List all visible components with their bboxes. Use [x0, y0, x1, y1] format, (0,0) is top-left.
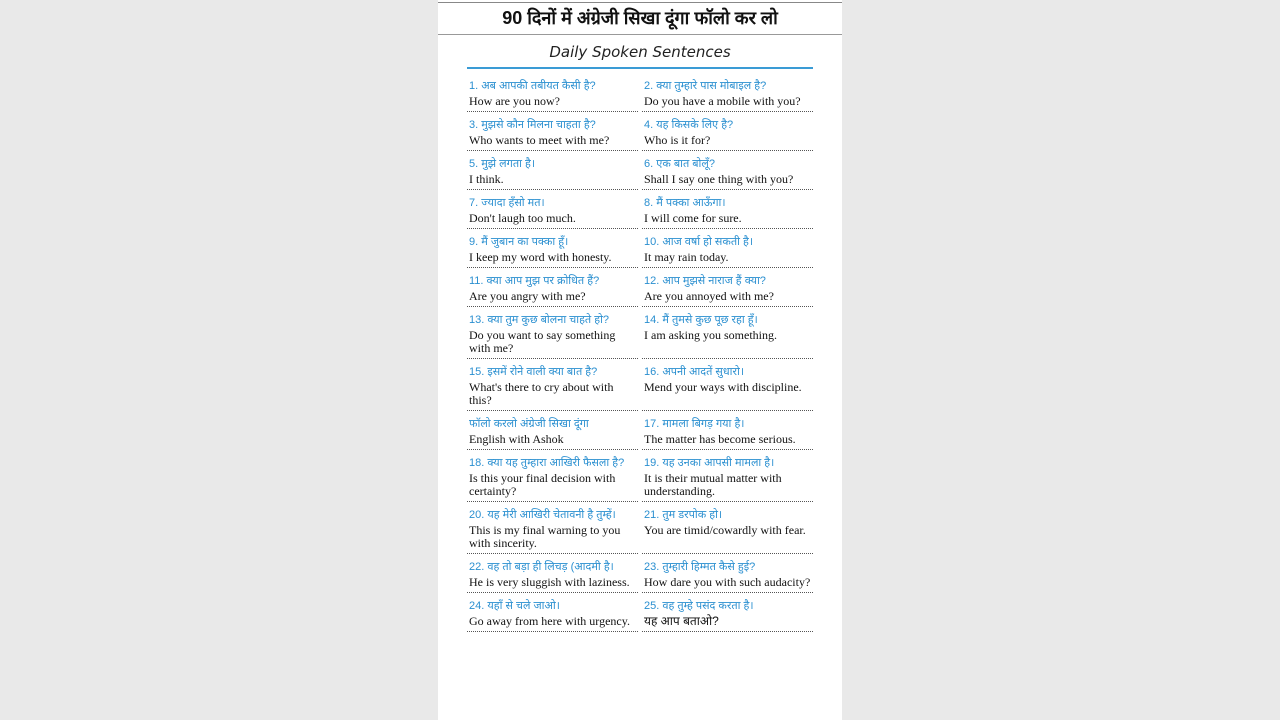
hindi-sentence: 7. ज्यादा हँसो मत।	[469, 197, 545, 209]
hindi-sentence: 17. मामला बिगड़ गया है।	[644, 418, 745, 430]
english-translation: Shall I say one thing with you?	[644, 172, 794, 186]
hindi-sentence: 3. मुझसे कौन मिलना चाहता है?	[469, 119, 596, 131]
sentence-item	[642, 190, 813, 229]
sentence-item	[467, 593, 638, 632]
sentence-item	[642, 593, 813, 632]
sentence-item	[467, 190, 638, 229]
english-translation: Who is it for?	[644, 133, 711, 147]
english-translation: He is very sluggish with laziness.	[469, 575, 630, 589]
english-translation: Is this your final decision with certainty?	[469, 471, 616, 498]
sentence-item	[467, 502, 638, 554]
english-translation: I think.	[469, 172, 504, 186]
english-translation: I will come for sure.	[644, 211, 742, 225]
hindi-sentence: 21. तुम डरपोक हो।	[644, 509, 723, 521]
hindi-sentence: 2. क्या तुम्हारे पास मोबाइल है?	[644, 80, 767, 92]
sentence-item	[467, 307, 638, 359]
hindi-sentence: 14. मैं तुमसे कुछ पूछ रहा हूँ।	[644, 314, 758, 326]
english-translation: It may rain today.	[644, 250, 729, 264]
hindi-sentence: 20. यह मेरी आखिरी चेतावनी है तुम्हें।	[469, 509, 616, 521]
english-translation: यह आप बताओ?	[644, 614, 719, 628]
hindi-sentence: फॉलो करलो अंग्रेजी सिखा दूंगा	[469, 418, 589, 430]
sentence-item	[642, 359, 813, 411]
hindi-sentence: 9. मैं जुबान का पक्का हूँ।	[469, 236, 569, 248]
hindi-sentence: 15. इसमें रोने वाली क्या बात है?	[469, 366, 598, 378]
sentence-item	[467, 73, 638, 112]
english-translation: How are you now?	[469, 94, 560, 108]
hindi-sentence: 4. यह किसके लिए है?	[644, 119, 734, 131]
hindi-sentence: 18. क्या यह तुम्हारा आखिरी फैसला है?	[469, 457, 625, 469]
english-translation: Do you want to say something with me?	[469, 328, 616, 355]
english-translation: How dare you with such audacity?	[644, 575, 811, 589]
video-frame	[438, 0, 842, 720]
english-translation: Are you annoyed with me?	[644, 289, 774, 303]
page-title: 90 दिनों में अंग्रेजी सिखा दूंगा फॉलो कर लो	[438, 6, 842, 35]
english-translation: English with Ashok	[469, 432, 564, 446]
hindi-sentence: 10. आज वर्षा हो सकती है।	[644, 236, 754, 248]
hindi-sentence: 1. अब आपकी तबीयत कैसी है?	[469, 80, 596, 92]
sentence-item	[467, 112, 638, 151]
english-translation: Are you angry with me?	[469, 289, 586, 303]
accent-divider	[467, 67, 813, 69]
sentence-item	[467, 411, 638, 450]
hindi-sentence: 25. वह तुम्हे पसंद करता है।	[644, 600, 754, 612]
sentence-item	[642, 307, 813, 359]
hindi-sentence: 23. तुम्हारी हिम्मत कैसे हुई?	[644, 561, 756, 573]
sentence-item	[642, 502, 813, 554]
sentence-item	[642, 229, 813, 268]
english-translation: It is their mutual matter with understanding.	[644, 471, 782, 498]
hindi-sentence: 12. आप मुझसे नाराज हैं क्या?	[644, 275, 766, 287]
english-translation: What's there to cry about with this?	[469, 380, 614, 407]
sentence-item	[642, 268, 813, 307]
sentence-item	[642, 151, 813, 190]
sentence-item	[467, 229, 638, 268]
english-translation: Do you have a mobile with you?	[644, 94, 801, 108]
hindi-sentence: 5. मुझे लगता है।	[469, 158, 536, 170]
hindi-sentence: 22. वह तो बड़ा ही लिचड़ (आदमी है।	[469, 561, 614, 573]
english-translation: Who wants to meet with me?	[469, 133, 610, 147]
sentence-item	[642, 411, 813, 450]
hindi-sentence: 13. क्या तुम कुछ बोलना चाहते हो?	[469, 314, 610, 326]
english-translation: I keep my word with honesty.	[469, 250, 612, 264]
sentence-item	[467, 359, 638, 411]
sentence-grid	[467, 73, 842, 632]
hindi-sentence: 8. मैं पक्का आऊँगा।	[644, 197, 726, 209]
sentence-item	[642, 554, 813, 593]
sentence-item	[642, 73, 813, 112]
sentence-item	[467, 151, 638, 190]
sentence-item	[467, 450, 638, 502]
english-translation: Go away from here with urgency.	[469, 614, 630, 628]
hindi-sentence: 16. अपनी आदतें सुधारो।	[644, 366, 744, 378]
sentence-item	[467, 554, 638, 593]
english-translation: You are timid/cowardly with fear.	[644, 523, 806, 537]
hindi-sentence: 19. यह उनका आपसी मामला है।	[644, 457, 775, 469]
english-translation: Don't laugh too much.	[469, 211, 576, 225]
english-translation: This is my final warning to you with sincerity.	[469, 523, 621, 550]
hindi-sentence: 6. एक बात बोलूँ?	[644, 158, 715, 170]
english-translation: Mend your ways with discipline.	[644, 380, 802, 394]
sentence-item	[642, 450, 813, 502]
hindi-sentence: 24. यहाँ से चले जाओ।	[469, 600, 560, 612]
sentence-item	[642, 112, 813, 151]
english-translation: The matter has become serious.	[644, 432, 796, 446]
english-translation: I am asking you something.	[644, 328, 777, 342]
page-subtitle: Daily Spoken Sentences	[549, 43, 731, 61]
sentence-item	[467, 268, 638, 307]
hindi-sentence: 11. क्या आप मुझ पर क्रोधित हैं?	[469, 275, 600, 287]
